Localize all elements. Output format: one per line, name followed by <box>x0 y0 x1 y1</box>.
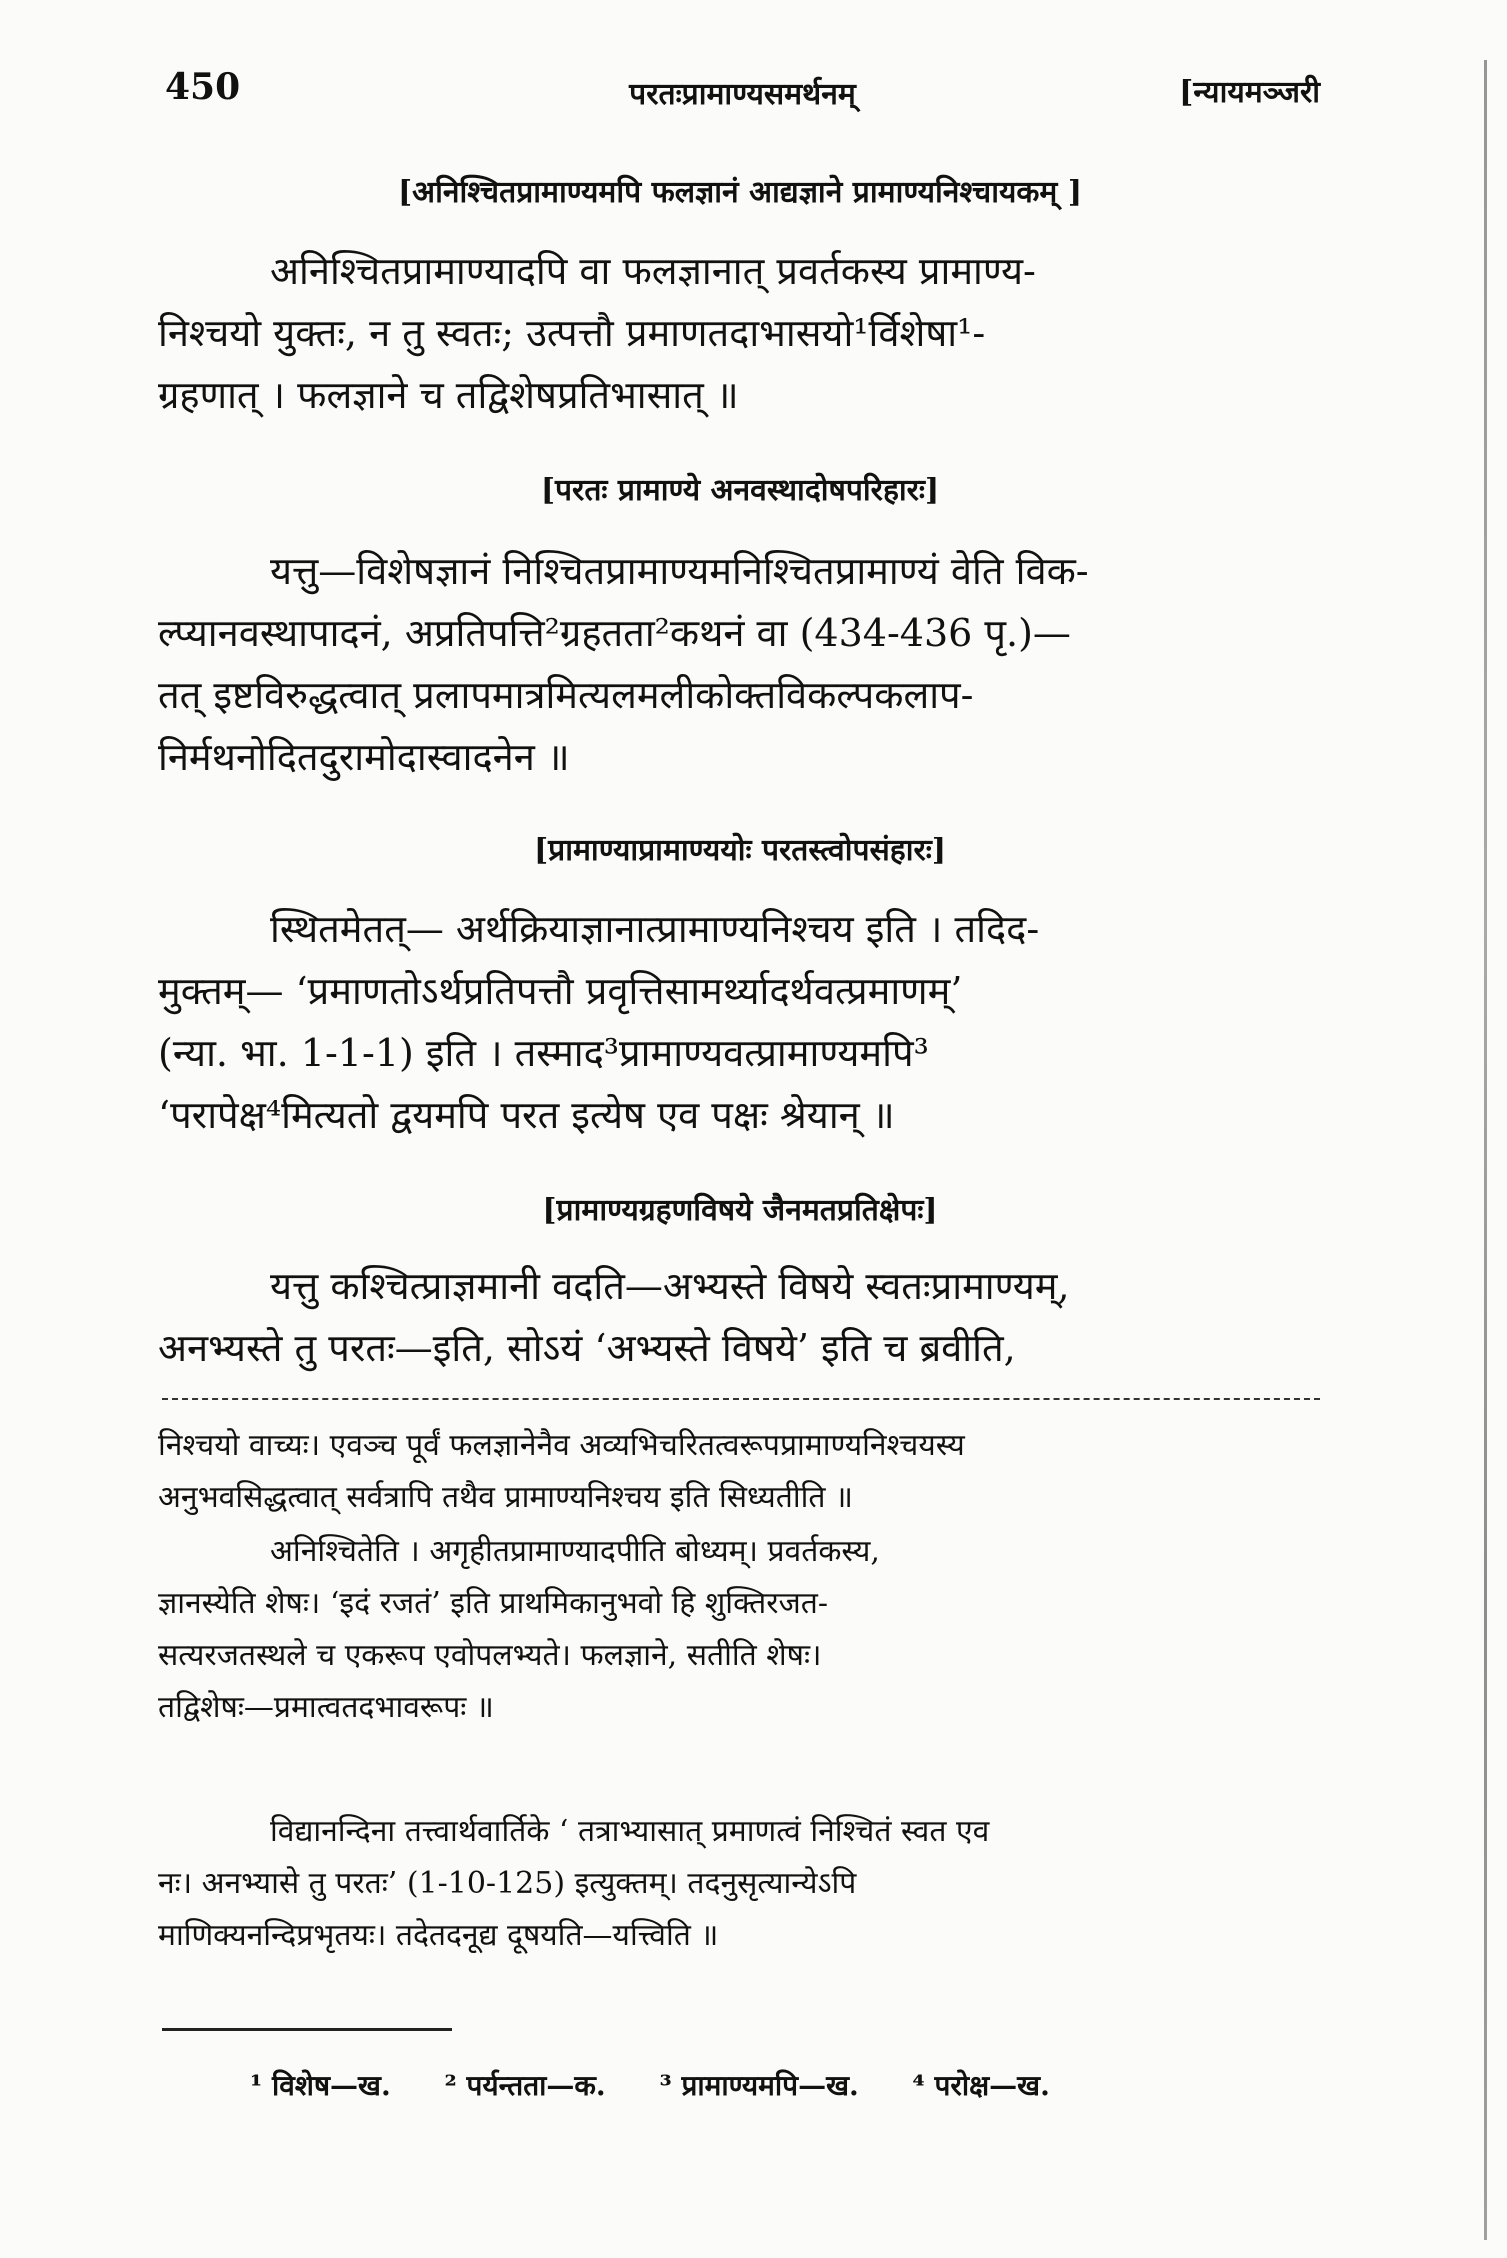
main-paragraph <box>158 898 1321 1146</box>
text-line: निश्चयो युक्तः, न तु स्वतः; उत्पत्तौ प्रमाणतदाभासयो¹र्विशेषा¹- <box>158 311 986 355</box>
book-title: [न्यायमञ्जरी <box>1179 75 1320 110</box>
text-line: ल्प्यानवस्थापादनं, अप्रतिपत्ति²ग्रहतता²कथनं वा (434-436 पृ.)— <box>158 611 1071 655</box>
text-line: अनिश्चितप्रामाण्यादपि वा फलज्ञानात् प्रवर्तकस्य प्रामाण्य- <box>270 249 1036 293</box>
commentary-paragraph <box>158 1420 1321 1524</box>
commentary-line: निश्चयो वाच्यः। एवञ्च पूर्वं फलज्ञानेनैव अव्यभिचरितत्वरूपप्रामाण्यनिश्चयस्य <box>158 1428 965 1463</box>
main-paragraph <box>158 1255 1321 1379</box>
commentary-line: माणिक्यनन्दिप्रभृतयः। तदेतदनूद्य दूषयति—यत्त्विति ॥ <box>158 1918 719 1953</box>
text-line: तत् इष्टविरुद्धत्वात् प्रलापमात्रमित्यलमलीकोक्तविकल्पकलाप- <box>158 673 974 717</box>
commentary-divider <box>162 1398 1320 1404</box>
main-paragraph <box>158 540 1321 788</box>
footnote-divider <box>162 2028 452 2031</box>
commentary-line: सत्यरजतस्थले च एकरूप एवोपलभ्यते। फलज्ञाने, सतीति शेषः। <box>158 1638 822 1673</box>
text-line: स्थितमेतत्— अर्थक्रियाज्ञानात्प्रामाण्यनिश्चय इति । तदिद- <box>270 907 1040 951</box>
section-heading: [प्रामाण्याप्रामाण्ययोः परतस्त्वोपसंहारः] <box>533 833 947 868</box>
page-edge-shadow <box>1484 60 1487 2240</box>
footnotes <box>250 2066 1250 2104</box>
text-line: ग्रहणात् । फलज्ञाने च तद्विशेषप्रतिभासात् ॥ <box>158 373 739 417</box>
footnote: ⁴ परोक्ष—ख. <box>912 2069 1050 2102</box>
commentary-line: ज्ञानस्येति शेषः। ‘इदं रजतं’ इति प्राथमिकानुभवो हि शुक्तिरजत- <box>158 1586 829 1621</box>
text-line: यत्तु कश्चित्प्राज्ञमानी वदति—अभ्यस्ते विषये स्वतःप्रामाण्यम्, <box>270 1264 1070 1308</box>
commentary-line: तद्विशेषः—प्रमात्वतदभावरूपः ॥ <box>158 1690 494 1725</box>
section-heading: [प्रामाण्यग्रहणविषये जैनमतप्रतिक्षेपः] <box>542 1193 938 1228</box>
page-number: 450 <box>165 66 241 108</box>
commentary-paragraph <box>158 1526 1321 1734</box>
commentary-paragraph <box>158 1806 1321 1962</box>
footnote: ¹ विशेष—ख. <box>250 2069 391 2102</box>
text-line: (न्या. भा. 1-1-1) इति । तस्माद³प्रामाण्यवत्प्रामाण्यमपि³ <box>158 1031 929 1075</box>
footnote: ³ प्रामाण्यमपि—ख. <box>659 2069 859 2102</box>
running-title: परतःप्रामाण्यसमर्थनम् <box>629 77 856 112</box>
running-header <box>165 66 1320 116</box>
commentary-line: नः। अनभ्यासे तु परतः’ (1-10-125) इत्युक्तम्। तदनुसृत्यान्येऽपि <box>158 1866 857 1901</box>
text-line: मुक्तम्— ‘प्रमाणतोऽर्थप्रतिपत्तौ प्रवृत्तिसामर्थ्यादर्थवत्प्रमाणम्’ <box>158 969 963 1013</box>
section-heading: [परतः प्रामाण्ये अनवस्थादोषपरिहारः] <box>540 473 940 508</box>
footnote: ² पर्यन्तता—क. <box>444 2069 606 2102</box>
section-heading: [अनिश्चितप्रामाण्यमपि फलज्ञानं आद्यज्ञाने प्रामाण्यनिश्चायकम् ] <box>397 175 1083 210</box>
commentary-line: अनुभवसिद्धत्वात् सर्वत्रापि तथैव प्रामाण्यनिश्चय इति सिध्यतीति ॥ <box>158 1480 853 1515</box>
text-line: निर्मथनोदितदुरामोदास्वादनेन ॥ <box>158 735 570 779</box>
commentary-line: विद्यानन्दिना तत्त्वार्थवार्तिके ‘ तत्राभ्यासात् प्रमाणत्वं निश्चितं स्वत एव <box>270 1814 990 1849</box>
text-line: ‘परापेक्ष⁴मित्यतो द्वयमपि परत इत्येष एव पक्षः श्रेयान् ॥ <box>158 1093 895 1137</box>
text-line: अनभ्यस्ते तु परतः—इति, सोऽयं ‘अभ्यस्ते विषये’ इति च ब्रवीति, <box>158 1326 1016 1370</box>
main-paragraph <box>158 240 1321 426</box>
commentary-line: अनिश्चितेति । अगृहीतप्रामाण्यादपीति बोध्यम्। प्रवर्तकस्य, <box>270 1534 880 1569</box>
text-line: यत्तु—विशेषज्ञानं निश्चितप्रामाण्यमनिश्चितप्रामाण्यं वेति विक- <box>270 549 1089 593</box>
